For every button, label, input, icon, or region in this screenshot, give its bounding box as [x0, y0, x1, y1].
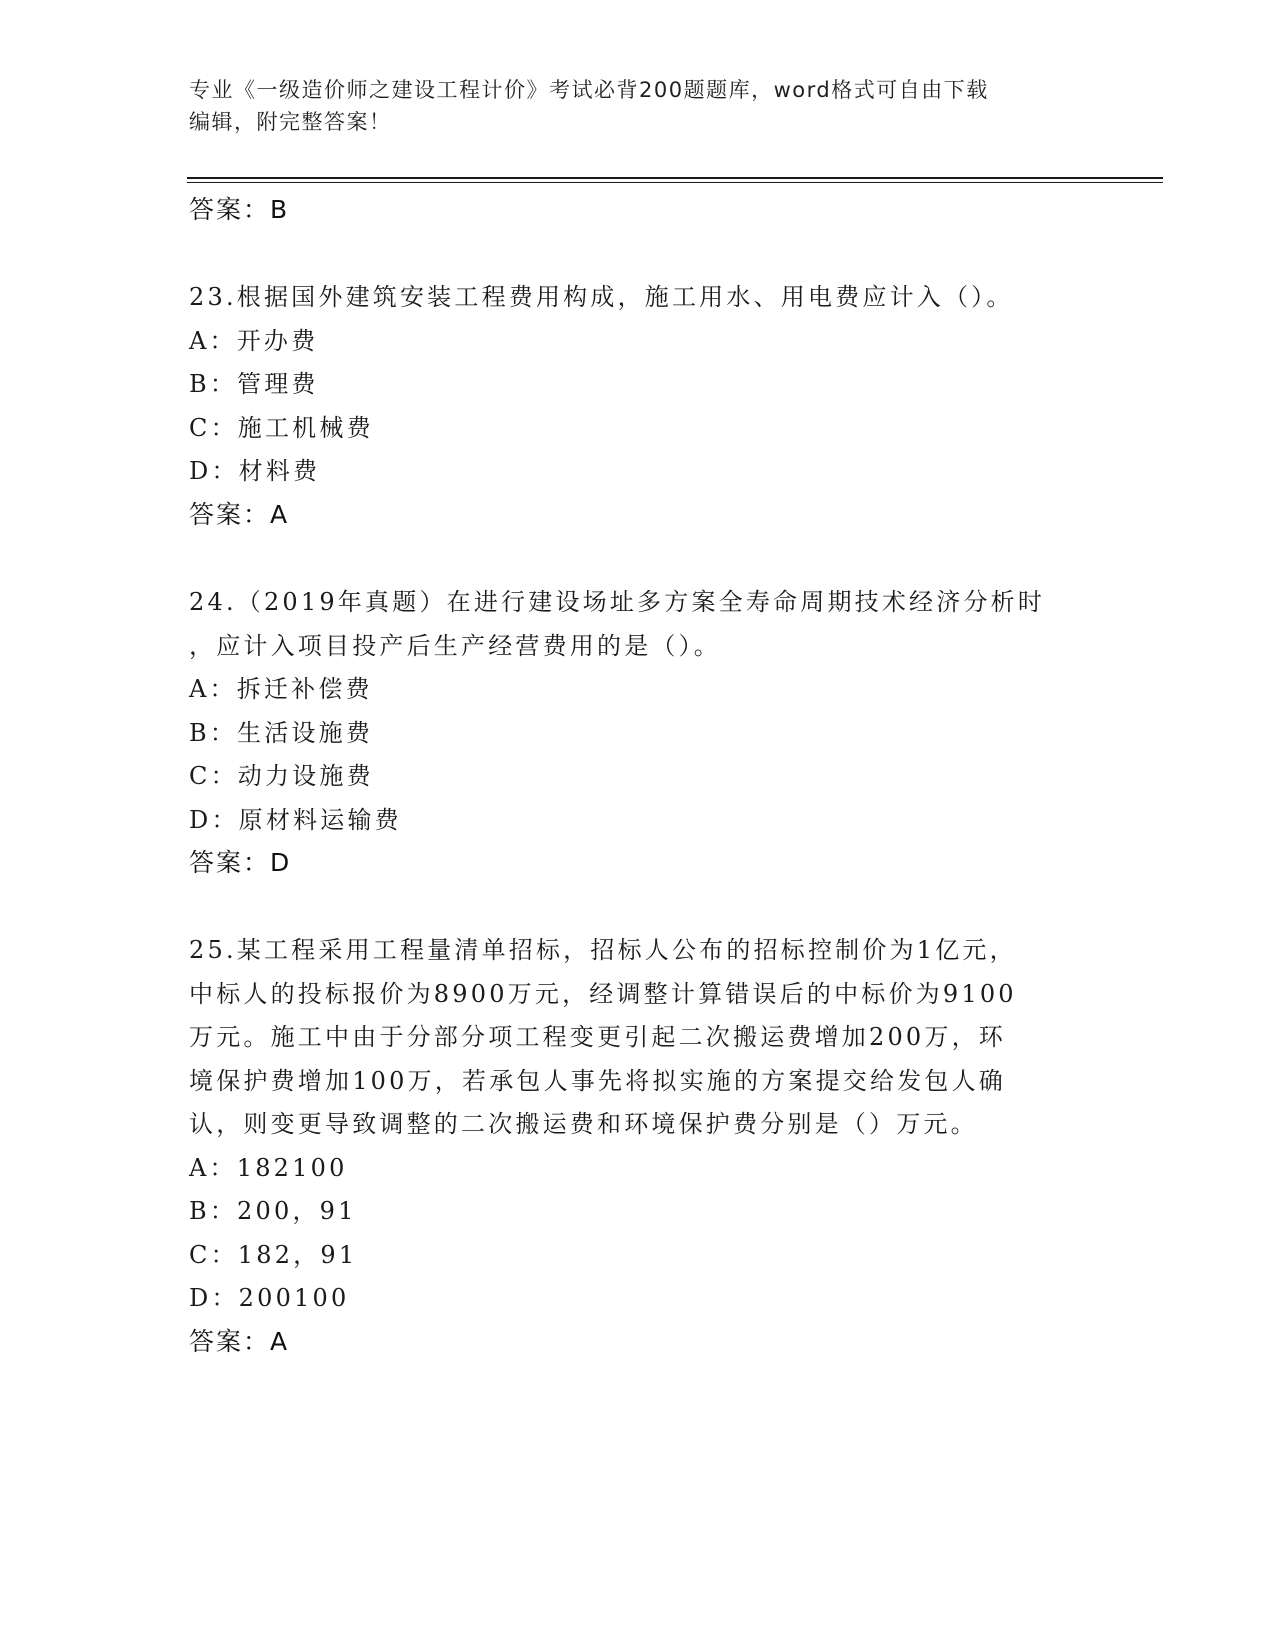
option-a: A：182100 — [189, 1154, 348, 1182]
header-line-1: 专业《一级造价师之建设工程计价》考试必背200题题库，word格式可自由下载 — [189, 78, 989, 102]
page-header — [189, 74, 1089, 138]
header-divider-top — [187, 177, 1163, 179]
question-stem-line-2: 中标人的投标报价为8900万元，经调整计算错误后的中标价为9100 — [189, 980, 1017, 1008]
question-stem: 23.根据国外建筑安装工程费用构成，施工用水、用电费应计入（）。 — [189, 283, 1014, 311]
option-b: B：200，91 — [189, 1197, 357, 1225]
question-stem-line-5: 认，则变更导致调整的二次搬运费和环境保护费分别是（）万元。 — [189, 1110, 978, 1138]
option-b: B：生活设施费 — [189, 719, 374, 747]
option-d: D：原材料运输费 — [189, 806, 402, 834]
option-b: B：管理费 — [189, 370, 319, 398]
answer: 答案：A — [189, 1327, 290, 1356]
question-stem-line-3: 万元。施工中由于分部分项工程变更引起二次搬运费增加200万，环 — [189, 1023, 1007, 1051]
header-divider-bottom — [187, 182, 1163, 183]
previous-answer: 答案：B — [189, 195, 290, 224]
option-c: C：182，91 — [189, 1241, 358, 1269]
question-stem-line-1: 25.某工程采用工程量清单招标，招标人公布的招标控制价为1亿元， — [189, 936, 1017, 964]
question-stem-line-1: 24.（2019年真题）在进行建设场址多方案全寿命周期技术经济分析时 — [189, 588, 1046, 616]
question-stem-line-2: ，应计入项目投产后生产经营费用的是（）。 — [189, 632, 721, 660]
option-d: D：200100 — [189, 1284, 350, 1312]
header-line-2: 编辑，附完整答案！ — [189, 110, 392, 134]
question-stem-line-4: 境保护费增加100万，若承包人事先将拟实施的方案提交给发包人确 — [189, 1067, 1007, 1095]
option-a: A：开办费 — [189, 327, 319, 355]
option-c: C：动力设施费 — [189, 762, 374, 790]
answer: 答案：A — [189, 500, 290, 529]
option-c: C：施工机械费 — [189, 414, 374, 442]
option-a: A：拆迁补偿费 — [189, 675, 373, 703]
option-d: D：材料费 — [189, 457, 321, 485]
answer: 答案：D — [189, 848, 292, 877]
